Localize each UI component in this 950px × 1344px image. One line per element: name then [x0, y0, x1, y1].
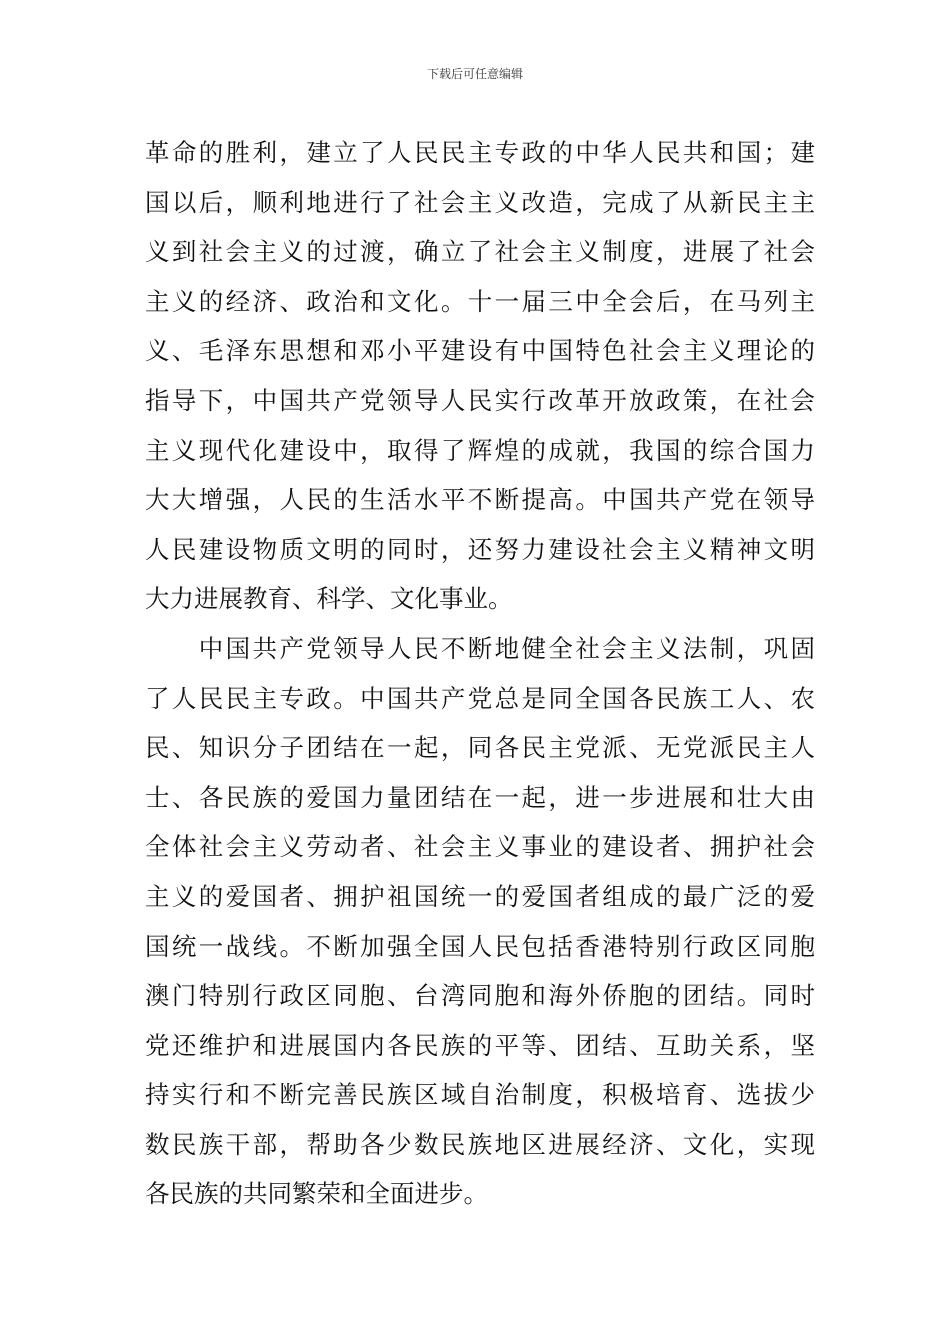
text-line: 民、知识分子团结在一起，同各民主党派、无党派民主人 — [145, 733, 815, 763]
text-line: 数民族干部，帮助各少数民族地区进展经济、文化，实现 — [145, 1129, 815, 1159]
text-line: 全体社会主义劳动者、社会主义事业的建设者、拥护社会 — [145, 832, 815, 862]
text-line: 国统一战线。不断加强全国人民包括香港特别行政区同胞 — [145, 931, 815, 961]
text-line: 大大增强，人民的生活水平不断提高。中国共产党在领导 — [145, 485, 815, 515]
text-line: 国以后，顺利地进行了社会主义改造，完成了从新民主主 — [145, 187, 815, 217]
text-line: 澳门特别行政区同胞、台湾同胞和海外侨胞的团结。同时 — [145, 981, 815, 1011]
text-line: 主义的爱国者、拥护祖国统一的爱国者组成的最广泛的爱 — [145, 881, 815, 911]
paragraph-1 — [145, 128, 815, 624]
paragraph-2 — [145, 624, 815, 1219]
text-line: 各民族的共同繁荣和全面进步。 — [145, 1179, 488, 1209]
text-line: 主义的经济、政治和文化。十一届三中全会后，在马列主 — [145, 286, 815, 316]
text-line: 党还维护和进展国内各民族的平等、团结、互助关系，坚 — [145, 1030, 815, 1060]
text-line: 人民建设物质文明的同时，还努力建设社会主义精神文明 — [145, 534, 815, 564]
text-line: 持实行和不断完善民族区域自治制度，积极培育、选拔少 — [145, 1080, 815, 1110]
text-line: 大力进展教育、科学、文化事业。 — [145, 584, 513, 614]
text-line: 主义现代化建设中，取得了辉煌的成就，我国的综合国力 — [145, 435, 815, 465]
text-line: 中国共产党领导人民不断地健全社会主义法制，巩固 — [145, 633, 815, 663]
text-line: 义到社会主义的过渡，确立了社会主义制度，进展了社会 — [145, 237, 815, 267]
text-line: 革命的胜利，建立了人民民主专政的中华人民共和国；建 — [145, 138, 815, 167]
page-header: 下载后可任意编辑 — [426, 67, 523, 81]
text-line: 了人民民主专政。中国共产党总是同全国各民族工人、农 — [145, 683, 815, 713]
text-line: 指导下，中国共产党领导人民实行改革开放政策，在社会 — [145, 385, 815, 415]
body-text — [145, 128, 815, 1219]
text-line: 义、毛泽东思想和邓小平建设有中国特色社会主义理论的 — [145, 336, 815, 366]
text-line: 士、各民族的爱国力量团结在一起，进一步进展和壮大由 — [145, 782, 815, 812]
